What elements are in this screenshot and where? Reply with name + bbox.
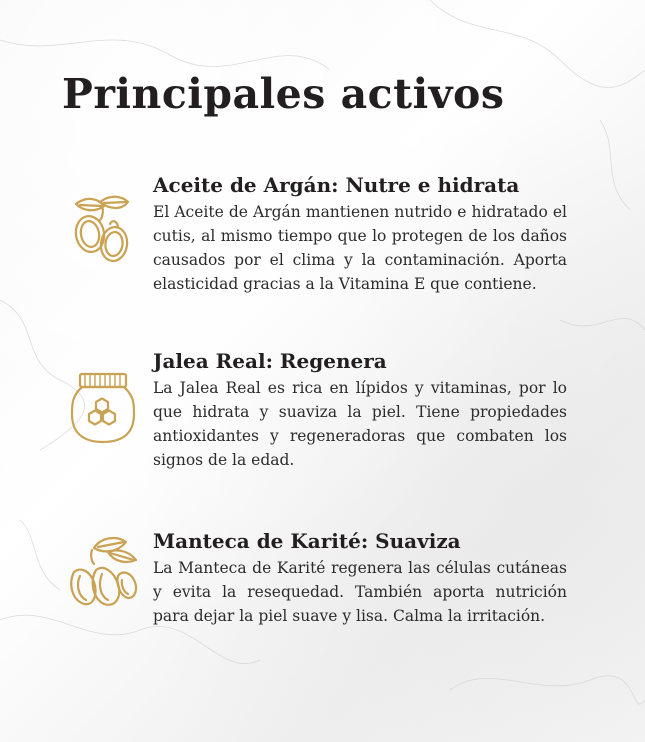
argan-fruit-icon — [66, 190, 146, 270]
ingredient-description: La Jalea Real es rica en lípidos y vitaminas, por lo que hidrata y suaviza la piel. Tiene propiedades antioxidantes y regeneradoras que combaten los signos de la edad. — [153, 379, 567, 469]
ingredient-royal-jelly-text — [153, 348, 567, 472]
ingredient-description: El Aceite de Argán mantienen nutrido e hidratado el cutis, al mismo tiempo que lo protegen de los daños causados por el clima y la contaminación. Aporta elasticidad gracias a la Vitamina E que contiene. — [153, 203, 567, 293]
ingredient-shea-text — [153, 528, 567, 628]
ingredient-heading: Aceite de Argán: Nutre e hidrata — [153, 173, 520, 197]
honey-jar-icon — [66, 370, 146, 450]
ingredient-heading: Manteca de Karité: Suaviza — [153, 529, 461, 553]
ingredient-description: La Manteca de Karité regenera las células cutáneas y evita la resequedad. También aporta nutrición para dejar la piel suave y lisa. Calma la irritación. — [153, 559, 567, 625]
ingredient-argan-text — [153, 172, 567, 296]
page-title: Principales activos — [62, 70, 505, 118]
shea-nut-icon — [64, 534, 144, 614]
ingredient-heading: Jalea Real: Regenera — [153, 349, 387, 373]
